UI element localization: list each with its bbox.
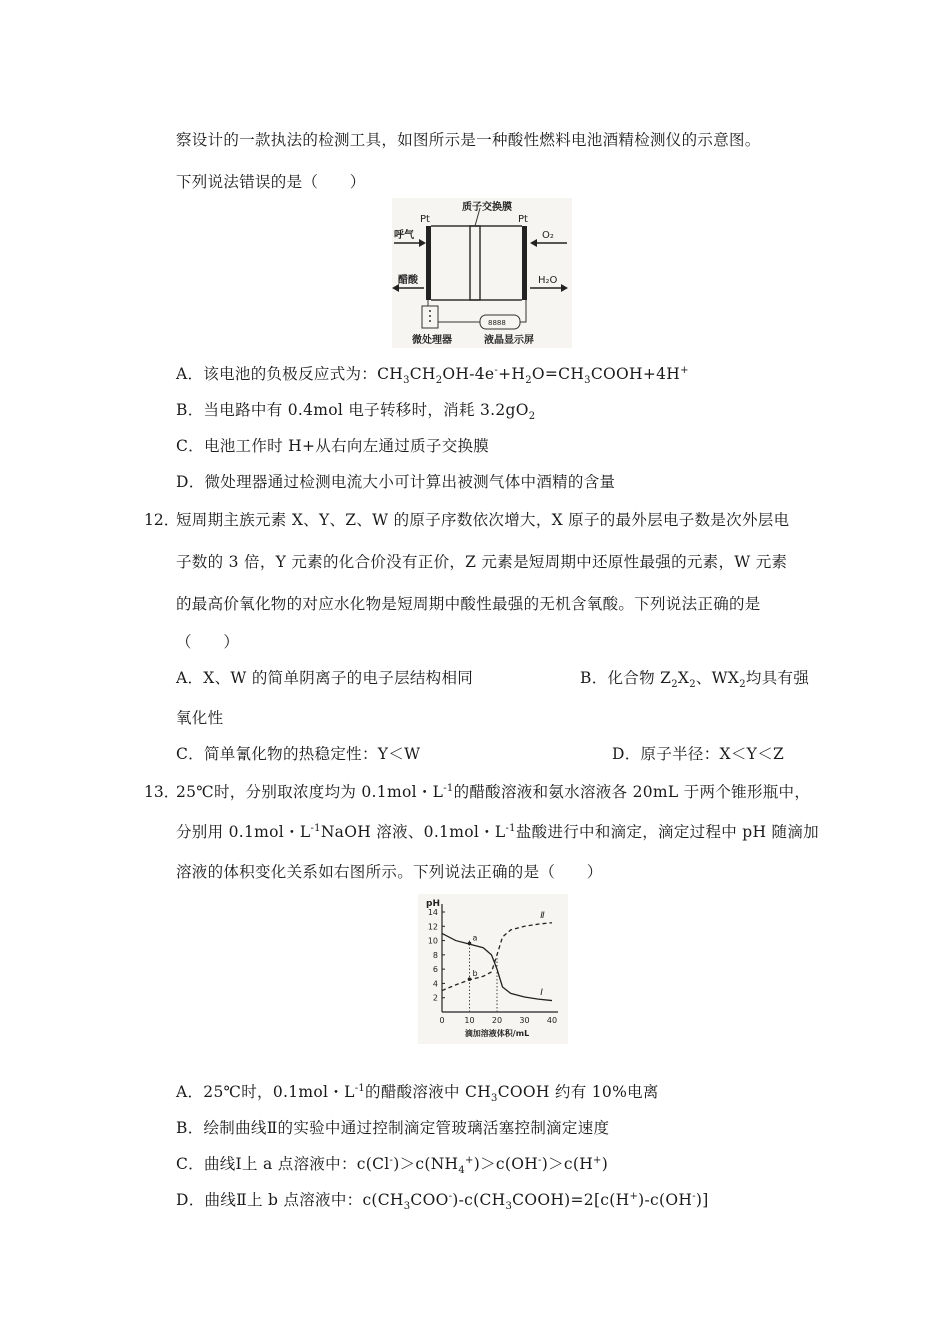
q13-line2: 分别用 0.1mol・$L^{-1}NaOH$ 溶液、0.1mol・$L^{-1}$盐酸进行中和滴定，滴定过程中 pH 随滴加 [176,822,819,841]
y-tick-label: 4 [432,979,438,989]
series-label-2: Ⅱ [540,911,545,922]
o2-label: O₂ [542,230,554,241]
h2o-label: H₂O [538,275,558,286]
titration-ph-chart [418,894,568,1044]
q11-option-d: D．微处理器通过检测电流大小可计算出被测气体中酒精的含量 [176,473,616,491]
x-tick-label: 0 [439,1016,445,1025]
q11-option-b: B．当电路中有 0.4mol 电子转移时，消耗 $3.2gO_2$ [176,401,536,423]
q12-line1: 短周期主族元素 X、Y、Z、W 的原子序数依次增大，X 原子的最外层电子数是次外层电 [176,511,790,529]
left-pt-electrode [426,226,431,300]
q13-number: 13． [144,783,180,801]
processor-label: 微处理器 [412,335,452,346]
q13-line3: 溶液的体积变化关系如右图所示。下列说法正确的是（ ） [176,863,603,881]
y-tick-label: 14 [427,908,438,917]
q11-option-a: A．该电池的负极反应式为：$CH_3CH_2OH-4e^-+H_2O=CH_3COOH+4H^+$ [176,364,689,387]
y-axis-label: pH [426,899,440,909]
x-axis-label: 滴加溶液体积/mL [464,1029,530,1038]
point-label-b: b [472,969,478,979]
q12-line2: 子数的 3 倍，Y 元素的化合价没有正价，Z 元素是短周期中还原性最强的元素，W 元素 [176,553,788,571]
series-label-1: Ⅰ [540,988,543,999]
q13-option-d: D．曲线Ⅱ上 b 点溶液中：$c(CH_3COO^-)-c(CH_3COOH)=2[c(H^+)-c(OH^-)]$ [176,1190,709,1213]
x-tick-label: 10 [464,1016,475,1025]
q12-number: 12． [144,511,180,529]
breath-label: 呼气 [394,230,414,241]
membrane-label: 质子交换膜 [462,202,512,213]
q12-line4: （ ） [176,633,240,651]
display-label: 液晶显示屏 [484,335,534,346]
q12-option-b-continued: 氧化性 [176,709,224,727]
q13-option-c: C．曲线Ⅰ上 a 点溶液中：$c(Cl^-)>c(NH_4^+)>c(OH^-)>c(H^+)$ [176,1154,609,1177]
y-tick-label: 6 [432,965,438,975]
q12-option-a: A．X、W 的简单阴离子的电子层结构相同 [176,669,474,687]
q12-line3: 的最高价氧化物的对应水化物是短周期中酸性最强的无机含氧酸。下列说法正确的是 [176,595,761,613]
right-pt-electrode [522,226,527,300]
y-tick-label: 12 [427,922,438,932]
pt-right-label: Pt [518,214,528,225]
q12-option-d: D．原子半径：X＜Y＜Z [612,745,785,763]
x-tick-label: 20 [491,1016,503,1025]
y-tick-label: 8 [432,950,438,960]
lcd-digits: 8888 [488,319,506,327]
q12-option-b: B．化合物 $Z_2X_2$、$WX_2$均具有强 [580,669,810,691]
point-label-a: a [472,933,478,943]
q13-line1: 25℃时，分别取浓度均为 0.1mol・$L^{-1}$的醋酸溶液和氨水溶液各 20mL 于两个锥形瓶中， [176,782,811,801]
x-tick-label: 30 [519,1016,530,1025]
y-tick-label: 2 [432,993,438,1003]
q12-option-c: C．简单氰化物的热稳定性：Y＜W [176,745,421,763]
pt-left-label: Pt [420,214,430,225]
acetic-label: 醋酸 [398,275,418,286]
q13-option-b: B．绘制曲线Ⅱ的实验中通过控制滴定管玻璃活塞控制滴定速度 [176,1119,610,1137]
q13-option-a: A．25℃时，0.1mol・$L^{-1}$的醋酸溶液中 $CH_3COOH$ 约有 10%电离 [176,1082,659,1105]
x-tick-label: 40 [546,1016,558,1025]
q11-stem-line2: 下列说法错误的是（ ） [176,173,366,191]
q11-stem-line1: 察设计的一款执法的检测工具，如图所示是一种酸性燃料电池酒精检测仪的示意图。 [176,131,761,149]
q11-option-c: C．电池工作时 H+从右向左通过质子交换膜 [176,437,490,455]
y-tick-label: 10 [427,936,438,946]
fuel-cell-diagram [392,198,572,348]
point-b [468,977,472,981]
point-a [468,942,472,946]
